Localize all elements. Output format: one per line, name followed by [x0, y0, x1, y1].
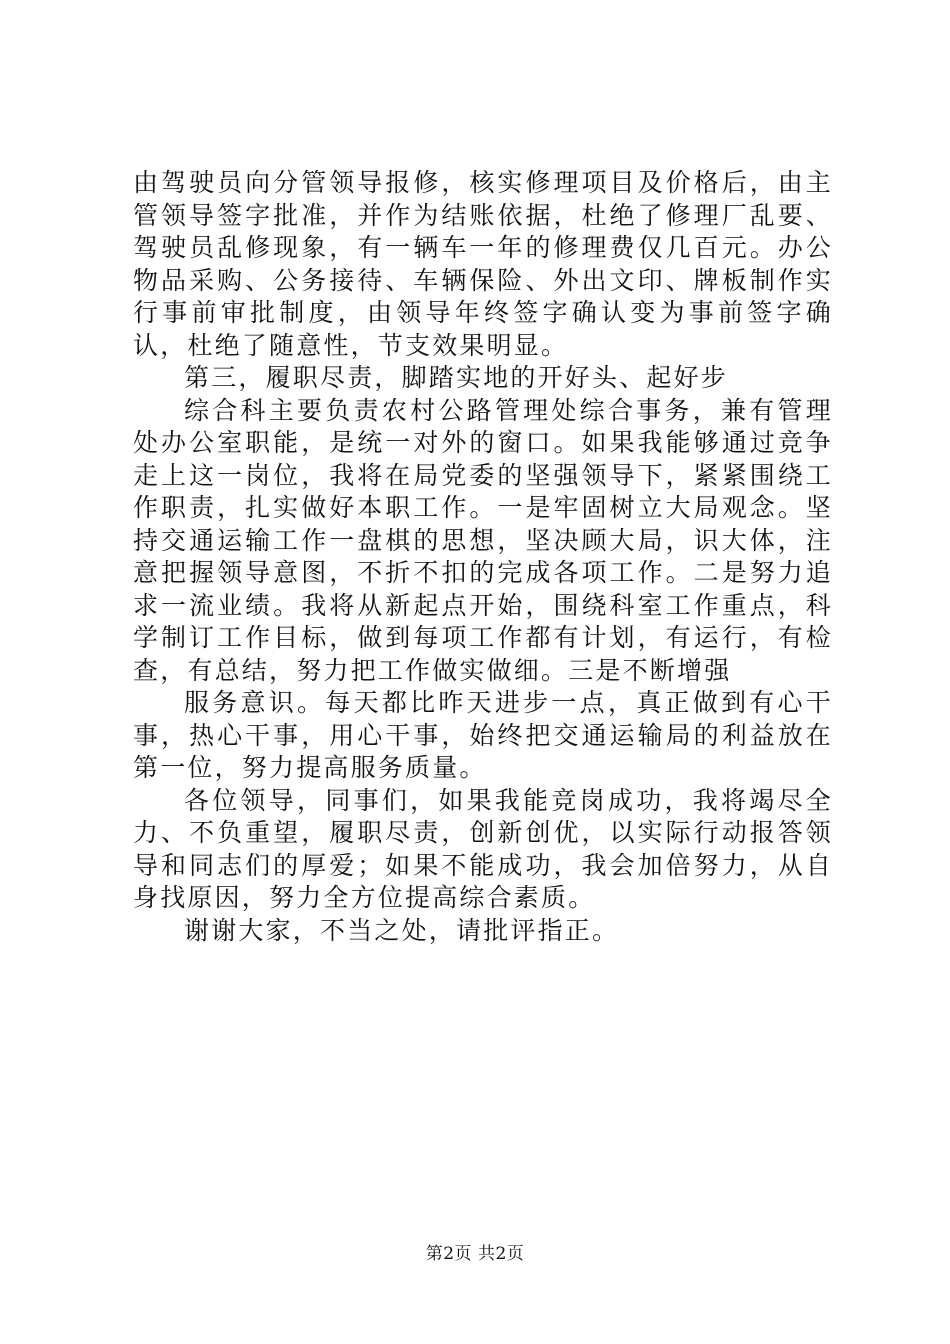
section-heading: 第三，履职尽责，脚踏实地的开好头、起好步	[184, 363, 729, 392]
paragraph: 各位领导，同事们，如果我能竞岗成功，我将竭尽全力、不负重望，履职尽责，创新创优，以实际行动报答领导和同志们的厚爱；如果不能成功，我会加倍努力，从自身找原因，努力全方位提高综合素质。	[133, 785, 833, 912]
paragraph: 综合科主要负责农村公路管理处综合事务，兼有管理处办公室职能，是统一对外的窗口。如果我能够通过竞争走上这一岗位，我将在局党委的坚强领导下，紧紧围绕工作职责，扎实做好本职工作。一是牢固树立大局观念。坚持交通运输工作一盘棋的思想，坚决顾大局，识大体，注意把握领导意图，不折不扣的完成各项工作。二是努力追求一流业绩。我将从新起点开始，围绕科室工作重点，科学制订工作目标，做到每项工作都有计划，有运行，有检查，有总结，努力把工作做实做细。三是不断增强	[133, 395, 833, 685]
paragraph: 由驾驶员向分管领导报修，核实修理项目及价格后，由主管领导签字批准，并作为结账依据，杜绝了修理厂乱要、驾驶员乱修现象，有一辆车一年的修理费仅几百元。办公物品采购、公务接待、车辆保险、外出文印、牌板制作实行事前审批制度，由领导年终签字确认变为事前签字确认，杜绝了随意性，节支效果明显。	[133, 168, 833, 360]
closing-line: 谢谢大家，不当之处，请批评指正。	[184, 915, 620, 945]
body-text	[133, 167, 833, 947]
page-footer: 第2页 共2页	[425, 1244, 525, 1264]
paragraph: 服务意识。每天都比昨天进步一点，真正做到有心干事，热心干事，用心干事，始终把交通运输局的利益放在第一位，努力提高服务质量。	[133, 688, 833, 782]
